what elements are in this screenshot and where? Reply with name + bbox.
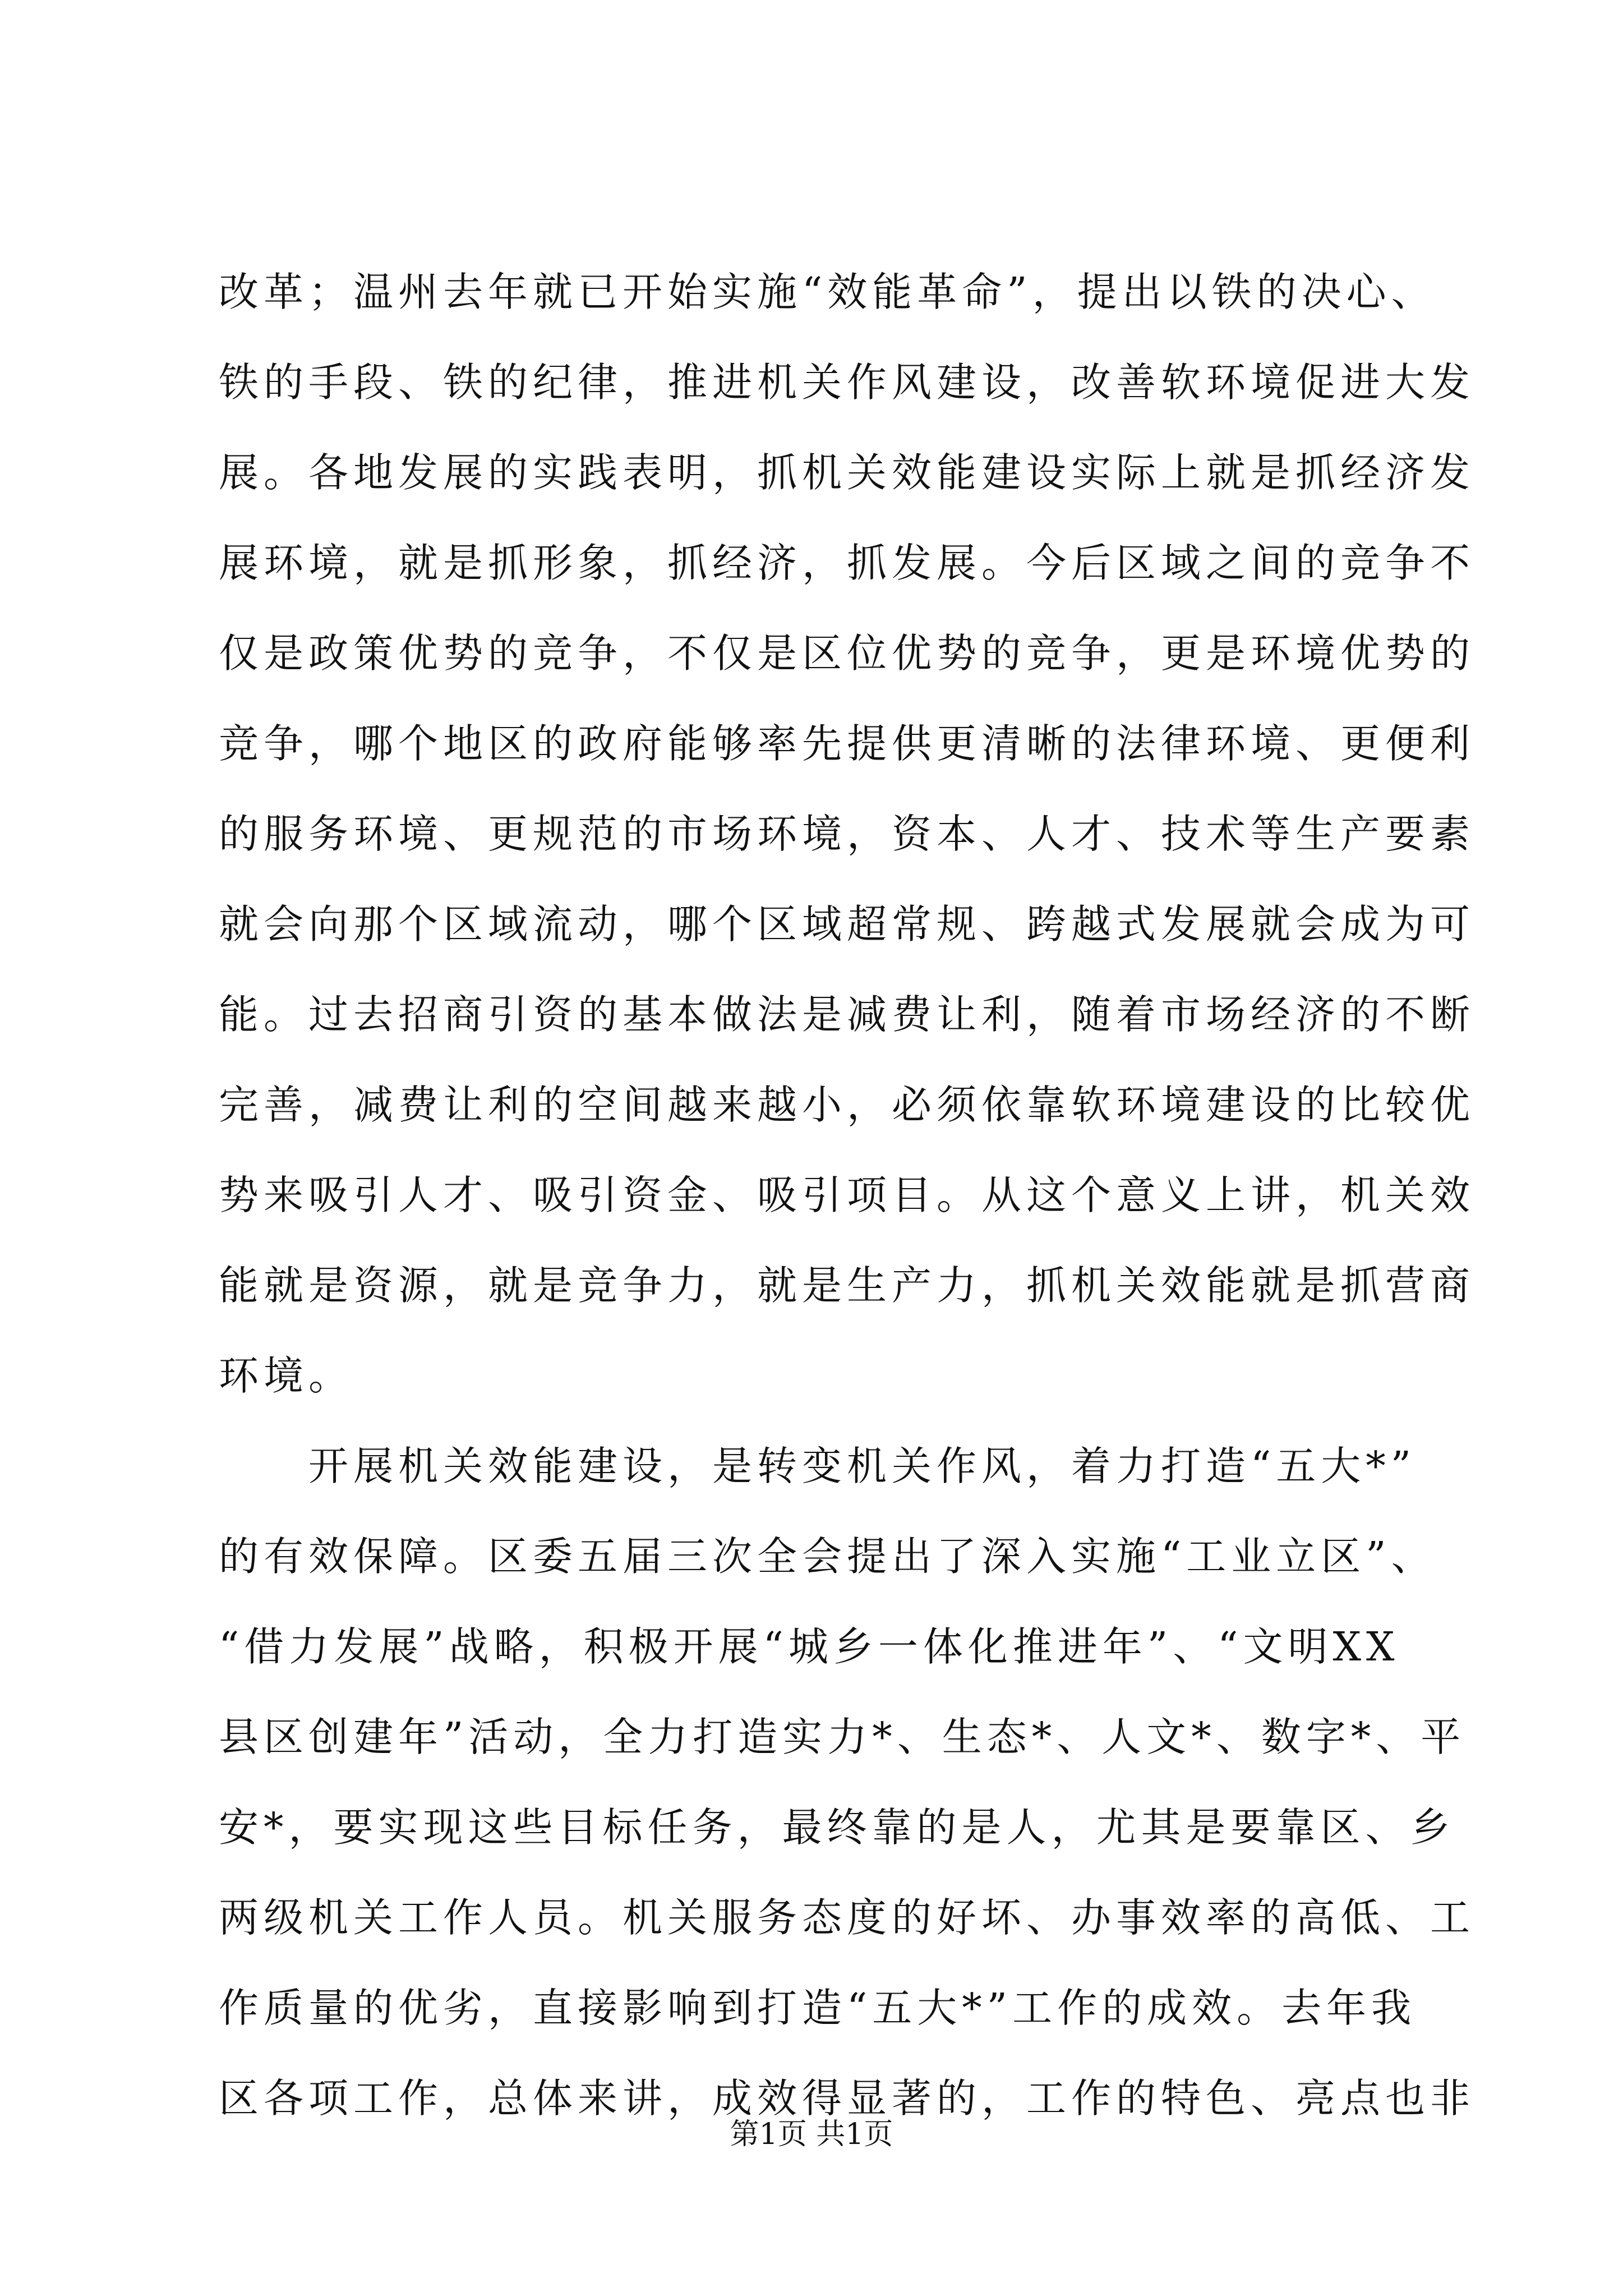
text-line: 县区创建年”活动，全力打造实力*、生态*、人文*、数字*、平: [219, 1714, 1466, 1760]
text-line: 改革；温州去年就已开始实施“效能革命”，提出以铁的决心、: [219, 269, 1436, 315]
body-text: [219, 247, 1476, 2143]
text-line: 势来吸引人才、吸引资金、吸引项目。从这个意义上讲，机关效: [219, 1172, 1476, 1218]
page-footer: 第1页 共1页: [730, 2118, 893, 2151]
text-line: 展。各地发展的实践表明，抓机关效能建设实际上就是抓经济发: [219, 449, 1476, 496]
text-line: 能。过去招商引资的基本做法是减费让利，随着市场经济的不断: [219, 991, 1476, 1038]
text-line: 仅是政策优势的竞争，不仅是区位优势的竞争，更是环境优势的: [219, 630, 1476, 677]
text-line: 安*，要实现这些目标任务，最终靠的是人，尤其是要靠区、乡: [219, 1804, 1455, 1851]
text-line: 能就是资源，就是竞争力，就是生产力，抓机关效能就是抓营商: [219, 1262, 1476, 1309]
text-line: 两级机关工作人员。机关服务态度的好坏、办事效率的高低、工: [219, 1894, 1476, 1941]
text-line: 开展机关效能建设，是转变机关作风，着力打造“五大*”: [219, 1443, 1417, 1489]
text-line: 作质量的优劣，直接影响到打造“五大*”工作的成效。去年我: [219, 1985, 1417, 2031]
text-line: 的有效保障。区委五届三次全会提出了深入实施“工业立区”、: [219, 1533, 1436, 1580]
text-line: 展环境，就是抓形象，抓经济，抓发展。今后区域之间的竞争不: [219, 540, 1476, 586]
text-line: 完善，减费让利的空间越来越小，必须依靠软环境建设的比较优: [219, 1082, 1476, 1128]
text-line: 环境。: [219, 1352, 354, 1399]
text-line: 铁的手段、铁的纪律，推进机关作风建设，改善软环境促进大发: [219, 359, 1476, 406]
text-line: 竞争，哪个地区的政府能够率先提供更清晰的法律环境、更便利: [219, 720, 1476, 767]
text-line: 区各项工作，总体来讲，成效得显著的，工作的特色、亮点也非: [219, 2075, 1476, 2122]
text-line: 的服务环境、更规范的市场环境，资本、人才、技术等生产要素: [219, 811, 1476, 857]
text-line: “借力发展”战略，积极开展“城乡一体化推进年”、“文明XX: [219, 1623, 1400, 1670]
text-line: 就会向那个区域流动，哪个区域超常规、跨越式发展就会成为可: [219, 901, 1476, 947]
